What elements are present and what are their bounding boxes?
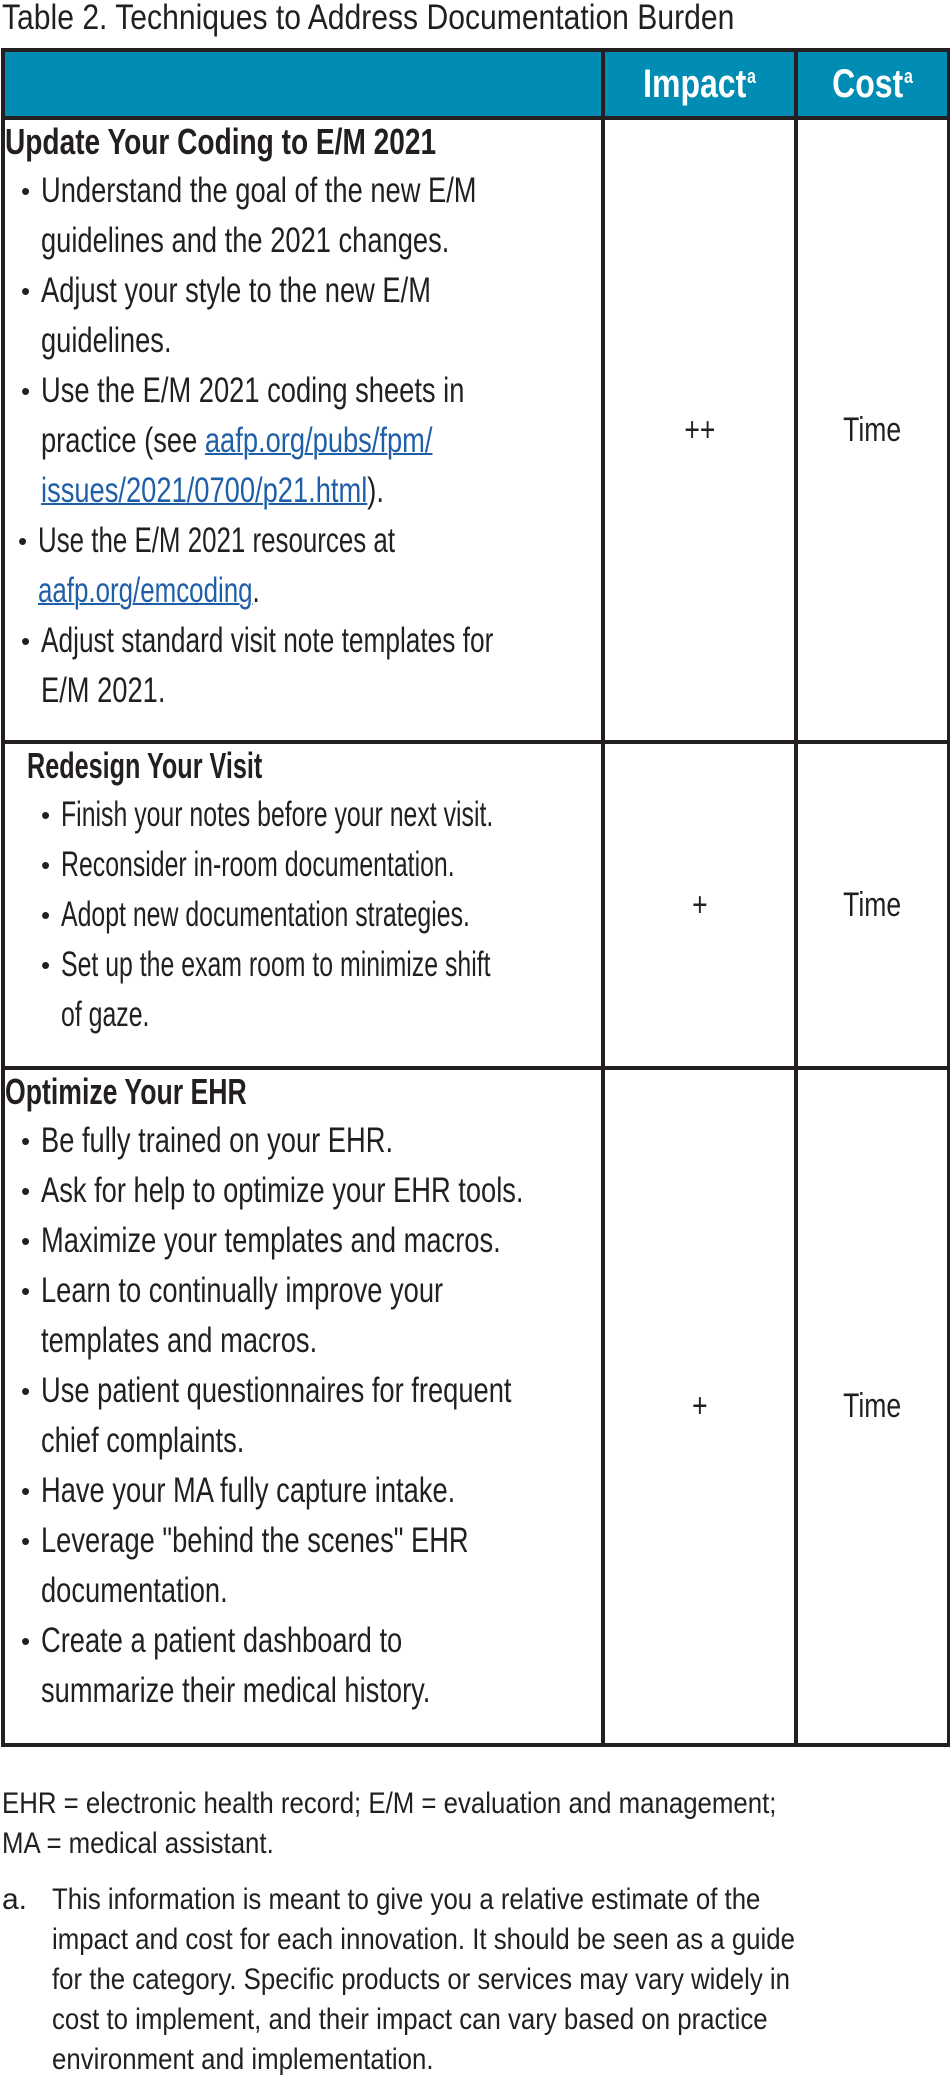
fpm-article-link-cont[interactable]: issues/2021/0700/p21.html — [41, 471, 368, 510]
header-cost — [796, 50, 949, 118]
impact-cell — [603, 118, 796, 742]
list-item — [21, 1266, 601, 1366]
list-item-text: Use the E/M 2021 coding sheets in — [41, 371, 465, 410]
table-title: Table 2. Techniques to Address Documentation Burden — [2, 0, 735, 37]
list-item — [21, 166, 601, 266]
list-item-text: E/M 2021. — [41, 671, 166, 710]
list-item — [21, 616, 601, 716]
list-item-text: guidelines and the 2021 changes. — [41, 221, 450, 260]
technique-cell — [3, 742, 603, 1068]
list-item-text: summarize their medical history. — [41, 1671, 431, 1710]
list-item-text: Have your MA fully capture intake. — [41, 1471, 456, 1510]
list-item-text: Adjust standard visit note templates for — [41, 621, 494, 660]
list-item — [21, 1116, 601, 1166]
table-header-row — [3, 50, 949, 118]
list-item-text: Set up the exam room to minimize shift — [61, 945, 491, 984]
list-item — [21, 1366, 601, 1466]
impact-value: ++ — [684, 410, 715, 449]
emcoding-link[interactable]: aafp.org/emcoding — [38, 571, 253, 610]
cost-cell — [796, 1068, 949, 1745]
list-item — [41, 940, 601, 1040]
list-item — [21, 366, 601, 516]
list-item-text: Understand the goal of the new E/M — [41, 171, 477, 210]
footnote-line: environment and implementation. — [52, 2043, 434, 2076]
list-item-text: ). — [367, 471, 384, 510]
impact-value: + — [691, 885, 708, 924]
list-item-text: Ask for help to optimize your EHR tools. — [41, 1171, 524, 1210]
table-row — [3, 1068, 949, 1745]
section-title: Redesign Your Visit — [27, 745, 263, 786]
footnote-line: for the category. Specific products or services may vary widely in — [52, 1963, 790, 1996]
table-row — [3, 742, 949, 1068]
list-item-text: of gaze. — [61, 995, 150, 1034]
footnote-line: This information is meant to give you a relative estimate of the — [52, 1883, 761, 1916]
header-cost-label: Cost — [832, 61, 904, 106]
fpm-article-link[interactable]: aafp.org/pubs/fpm/ — [204, 421, 433, 460]
section-title: Update Your Coding to E/M 2021 — [5, 121, 437, 162]
technique-list — [5, 166, 601, 716]
footnote-label: a. — [2, 1883, 28, 1916]
list-item-text: . — [252, 571, 260, 610]
list-item-text: documentation. — [41, 1571, 228, 1610]
cost-value: Time — [843, 885, 902, 924]
list-item — [21, 1466, 601, 1516]
list-item-text: Adjust your style to the new E/M — [41, 271, 431, 310]
abbreviations-line-1 — [2, 1784, 903, 1824]
list-item — [41, 790, 601, 840]
table-row — [3, 118, 949, 742]
header-technique — [3, 50, 603, 118]
list-item — [21, 1216, 601, 1266]
footnote-text — [52, 1880, 916, 2080]
list-item-text: templates and macros. — [41, 1321, 318, 1360]
list-item-text: Reconsider in-room documentation. — [61, 845, 455, 884]
technique-cell — [3, 1068, 603, 1745]
list-item-text: Create a patient dashboard to — [41, 1621, 403, 1660]
cost-value: Time — [843, 410, 902, 449]
abbreviations-text: EHR = electronic health record; E/M = evaluation and management; — [2, 1787, 777, 1820]
cost-cell — [796, 742, 949, 1068]
footnote-line: impact and cost for each innovation. It should be seen as a guide — [52, 1923, 795, 1956]
impact-cell — [603, 742, 796, 1068]
cost-cell — [796, 118, 949, 742]
header-impact — [603, 50, 796, 118]
impact-cell — [603, 1068, 796, 1745]
list-item — [21, 1166, 601, 1216]
techniques-table — [1, 48, 950, 1747]
header-impact-footnote-mark: a — [747, 65, 756, 88]
section-title: Optimize Your EHR — [5, 1071, 247, 1112]
list-item-text: Leverage "behind the scenes" EHR — [41, 1521, 469, 1560]
list-item — [41, 840, 601, 890]
abbreviations-line-2 — [2, 1824, 318, 1864]
abbreviations-text: MA = medical assistant. — [2, 1827, 274, 1860]
list-item — [41, 890, 601, 940]
impact-value: + — [691, 1387, 708, 1425]
list-item — [21, 1616, 601, 1716]
footnote-line: cost to implement, and their impact can vary based on practice — [52, 2003, 768, 2036]
list-item — [18, 516, 601, 616]
technique-list — [27, 790, 601, 1040]
list-item — [21, 266, 601, 366]
list-item-text: Be fully trained on your EHR. — [41, 1121, 394, 1160]
header-impact-label: Impact — [643, 61, 747, 106]
cost-value: Time — [843, 1387, 902, 1425]
technique-cell — [3, 118, 603, 742]
list-item-text: Use patient questionnaires for frequent — [41, 1371, 512, 1410]
list-item-text: Maximize your templates and macros. — [41, 1221, 501, 1260]
list-item-text: Use the E/M 2021 resources at — [38, 521, 396, 560]
list-item-text: chief complaints. — [41, 1421, 245, 1460]
list-item-text: Adopt new documentation strategies. — [61, 895, 470, 934]
technique-list — [5, 1116, 601, 1716]
list-item-text: Learn to continually improve your — [41, 1271, 444, 1310]
list-item-text: guidelines. — [41, 321, 172, 360]
list-item-text: Finish your notes before your next visit. — [61, 795, 494, 834]
list-item-text: practice (see — [41, 421, 205, 460]
header-cost-footnote-mark: a — [903, 65, 913, 88]
list-item — [21, 1516, 601, 1616]
